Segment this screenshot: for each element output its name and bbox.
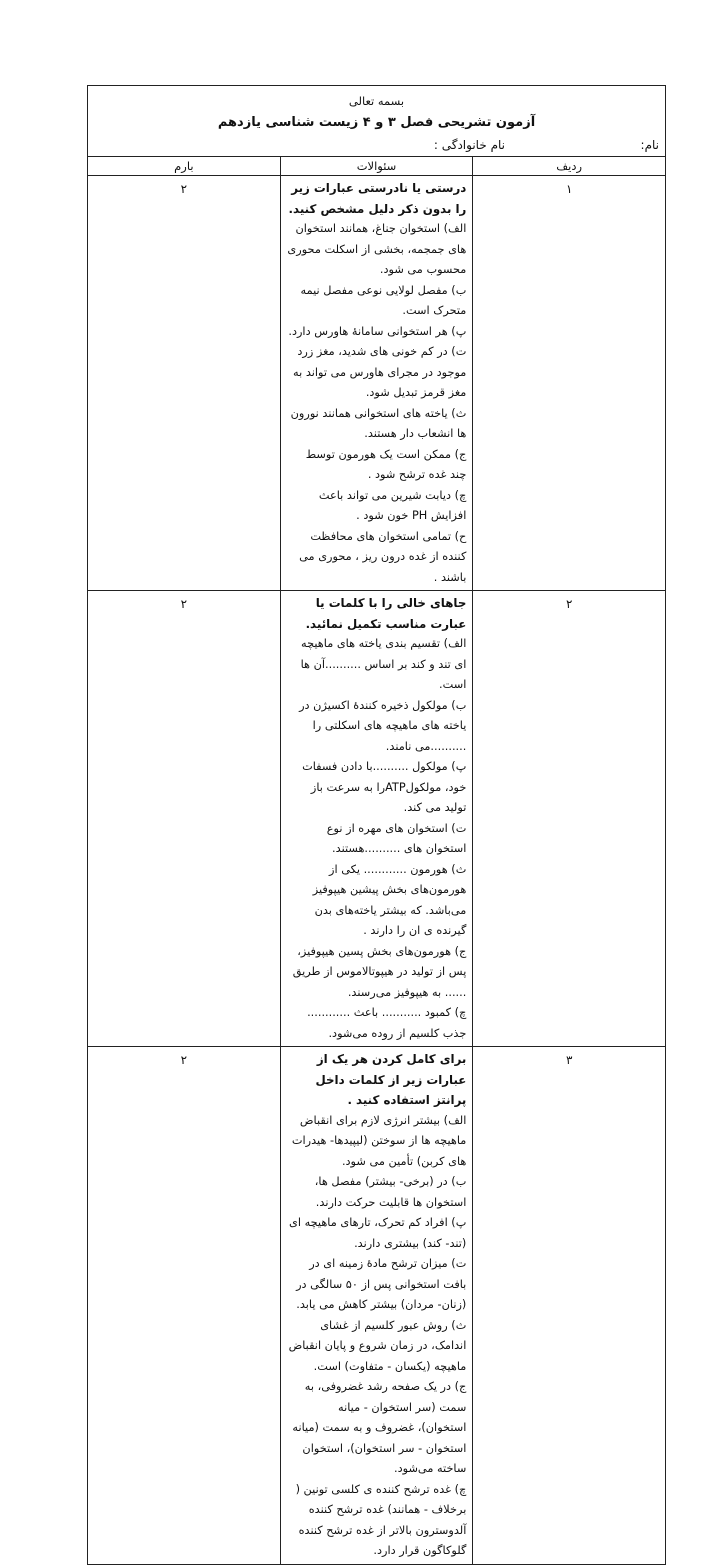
question-item: الف) تقسیم بندی یاخته های ماهیچه ای تند و کند بر اساس ..........آن ها است.	[300, 637, 467, 691]
question-item: ج) ممکن است یک هورمون توسط چند غده ترشح شود .	[305, 447, 467, 481]
question-item: ت) استخوان های مهره از نوع استخوان های ..........هستند.	[326, 821, 467, 855]
question-number: ۳	[473, 1047, 666, 1565]
question-row	[88, 176, 666, 591]
question-item: پ) هر استخوانی سامانهٔ هاورس دارد.	[288, 324, 467, 338]
question-body	[280, 1047, 473, 1565]
question-item: چ) کمبود ........... باعث ............ جذب کلسیم از روده می‌شود.	[307, 1006, 467, 1040]
exam-header	[88, 86, 666, 157]
question-item: پ) افراد کم تحرک، تارهای ماهیچه ای (تند- کند) بیشتری دارند.	[289, 1216, 467, 1250]
question-item: ث) روش عبور کلسیم از غشای اندامک، در زمان شروع و پایان انقباض ماهیچه (یکسان - متفاوت) است.	[288, 1318, 467, 1373]
question-item: الف) بیشتر انرژی لازم برای انقباض ماهیچه ها از سوختن (لیپیدها- هیدرات های کربن) تأمین می شود.	[291, 1113, 467, 1168]
exam-table	[87, 85, 666, 1565]
question-title: درستی یا نادرستی عبارات زیر را بدون ذکر دلیل مشخص کنید.	[288, 181, 467, 216]
question-number: ۲	[473, 591, 666, 1047]
column-questions-header: سئوالات	[280, 157, 473, 176]
question-item: ح) تمامی استخوان های محافظت کننده از غده درون ریز ، محوری می باشند .	[299, 529, 467, 584]
question-item: چ) غده ترشح کننده ی کلسی تونین ( برخلاف - همانند) غده ترشح کننده آلدوسترون بالاتر از غده ترشح کننده گلوکاگون قرار دارد.	[295, 1482, 467, 1557]
question-body	[280, 176, 473, 591]
question-item: ت) در کم خونی های شدید، مغز زرد موجود در مجرای هاورس می تواند به مغز قرمز تبدیل شود.	[293, 345, 467, 399]
question-row	[88, 1047, 666, 1565]
column-score-header: بارم	[88, 157, 281, 176]
question-score: ۲	[88, 591, 281, 1047]
column-header-row	[88, 157, 666, 176]
column-row-header: ردیف	[473, 157, 666, 176]
question-item: ث) هورمون ............ یکی از هورمون‌های بخش پیشین هیپوفیز می‌باشد. که بیشتر یاخته‌های بدن گیرنده ی ان را دارند .	[312, 862, 467, 937]
question-title: برای کامل کردن هر یک از عبارات زیر از کلمات داخل پرانتز استفاده کنید .	[315, 1052, 467, 1107]
question-item: ت) میزان ترشح مادهٔ زمینه ای در بافت استخوانی پس از ۵۰ سالگی در (زنان- مردان) بیشتر کاهش می یابد.	[296, 1257, 467, 1311]
question-number: ۱	[473, 176, 666, 591]
question-item: ب) مفصل لولایی نوعی مفصل نیمه متحرک است.	[300, 283, 467, 317]
question-title: جاهای خالی را با کلمات یا عبارت مناسب تکمیل نمائید.	[305, 596, 467, 631]
question-item: پ) مولکول ..........با دادن فسفات خود، مولکولATPرا به سرعت باز تولید می کند.	[302, 760, 467, 814]
question-item: الف) استخوان جناغ، همانند استخوان های جمجمه، بخشی از اسکلت محوری محسوب می شود.	[287, 222, 467, 276]
question-item: ج) در یک صفحه رشد غضروفی، به سمت (سر استخوان - میانه استخوان)، غضروف و به سمت (میانه استخوان - سر استخوان)، استخوان ساخته می‌شود.	[292, 1380, 467, 1475]
question-item: ب) مولکول ذخیره کنندهٔ اکسیژن در یاخته های ماهیچه های اسکلتی را ..........می نامند.	[299, 698, 467, 753]
family-name-label: نام خانوادگی :	[433, 138, 505, 152]
question-row	[88, 591, 666, 1047]
question-score: ۲	[88, 176, 281, 591]
name-label: نام:	[640, 138, 659, 152]
question-item: ث) یاخته های استخوانی همانند نورون ها انشعاب دار هستند.	[290, 406, 467, 440]
exam-title: آزمون تشریحی فصل ۳ و ۴ زیست شناسی یازدهم	[217, 115, 536, 130]
question-item: ج) هورمون‌های بخش پسین هیپوفیز، پس از تولید در هیپوتالاموس از طریق ...... به هیپوفیز می‌رسند.	[292, 944, 467, 999]
question-body	[280, 591, 473, 1047]
bismillah-text: بسمه تعالی	[348, 94, 405, 108]
question-item: چ) دیابت شیرین می تواند باعث افزایش PH خون شود .	[318, 488, 467, 522]
question-score: ۲	[88, 1047, 281, 1565]
question-item: ب) در (برخی- بیشتر) مفصل ها، استخوان ها قابلیت حرکت دارند.	[314, 1175, 467, 1209]
exam-sheet	[87, 85, 666, 1565]
